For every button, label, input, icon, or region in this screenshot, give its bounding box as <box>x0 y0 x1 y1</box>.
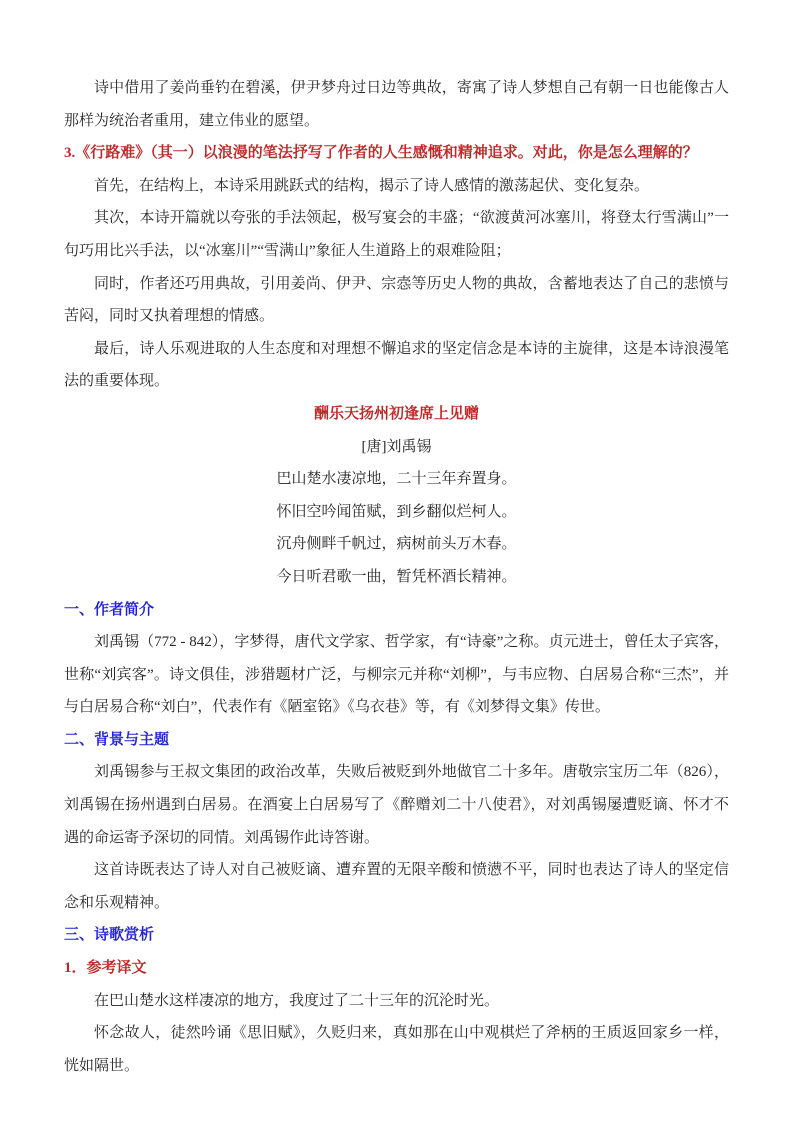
section-heading-author-intro: 一、作者简介 <box>64 601 155 618</box>
poem-title: 酬乐天扬州初逢席上见赠 <box>313 405 479 422</box>
subsection-heading-reference-translation: 1．参考译文 <box>64 960 147 977</box>
poem-line: 沉舟侧畔千帆过，病树前头万木春。 <box>276 536 517 553</box>
paragraph-intro-tail: 诗中借用了姜尚垂钓在碧溪，伊尹梦舟过日边等典故，寄寓了诗人梦想自己有朝一日也能像古人那样为统治者重用，建立伟业的愿望。 <box>64 80 729 129</box>
question3-heading: 3.《行路难》（其一）以浪漫的笔法抒写了作者的人生感慨和精神追求。对此，你是怎么理解的？ <box>64 145 698 162</box>
section-heading-poem-analysis: 三、诗歌赏析 <box>64 927 155 944</box>
paragraph-answer-second: 其次，本诗开篇就以夸张的手法领起，极写宴会的丰盛；“欲渡黄河冰塞川，将登太行雪满山”一句巧用比兴手法，以“冰塞川”“雪满山”象征人生道路上的艰难险阻； <box>64 210 729 259</box>
paragraph-translation-2: 怀念故人，徒然吟诵《思旧赋》，久贬归来，真如那在山中观棋烂了斧柄的王质返回家乡一样，恍如隔世。 <box>64 1025 729 1074</box>
poem-line: 怀旧空吟闻笛赋，到乡翻似烂柯人。 <box>276 503 517 520</box>
section-heading-background-theme: 二、背景与主题 <box>64 731 170 748</box>
poem-author: [唐]刘禹锡 <box>361 438 432 455</box>
paragraph-answer-first: 首先，在结构上，本诗采用跳跃式的结构，揭示了诗人感情的激荡起伏、变化复杂。 <box>94 177 650 194</box>
paragraph-author-intro: 刘禹锡（772 - 842），字梦得，唐代文学家、哲学家，有“诗豪”之称。贞元进士，曾任太子宾客，世称“刘宾客”。诗文俱佳，涉猎题材广泛，与柳宗元并称“刘柳”，与韦应物、白居易合称“三杰”，并与白居易合称“刘白”，代表作有《陋室铭》《乌衣巷》等，有《刘梦得文集》传世。 <box>64 634 729 716</box>
paragraph-theme: 这首诗既表达了诗人对自己被贬谪、遭弃置的无限辛酸和愤懑不平，同时也表达了诗人的坚定信念和乐观精神。 <box>64 862 729 911</box>
poem-line: 今日听君歌一曲，暂凭杯酒长精神。 <box>276 568 517 585</box>
paragraph-translation-1: 在巴山楚水这样凄凉的地方，我度过了二十三年的沉沦时光。 <box>94 992 500 1009</box>
poem-line: 巴山楚水凄凉地，二十三年弃置身。 <box>276 471 517 488</box>
paragraph-background: 刘禹锡参与王叔文集团的政治改革，失败后被贬到外地做官二十多年。唐敬宗宝历二年（826），刘禹锡在扬州遇到白居易。在酒宴上白居易写了《醉赠刘二十八使君》，对刘禹锡屡遭贬谪、怀才不遇的命运寄予深切的同情。刘禹锡作此诗答谢。 <box>64 764 729 846</box>
paragraph-answer-last: 最后，诗人乐观进取的人生态度和对理想不懈追求的坚定信念是本诗的主旋律，这是本诗浪漫笔法的重要体现。 <box>64 340 729 390</box>
document-content <box>64 72 729 1082</box>
paragraph-answer-third: 同时，作者还巧用典故，引用姜尚、伊尹、宗悫等历史人物的典故，含蓄地表达了自己的悲愤与苦闷，同时又执着理想的情感。 <box>64 275 729 325</box>
